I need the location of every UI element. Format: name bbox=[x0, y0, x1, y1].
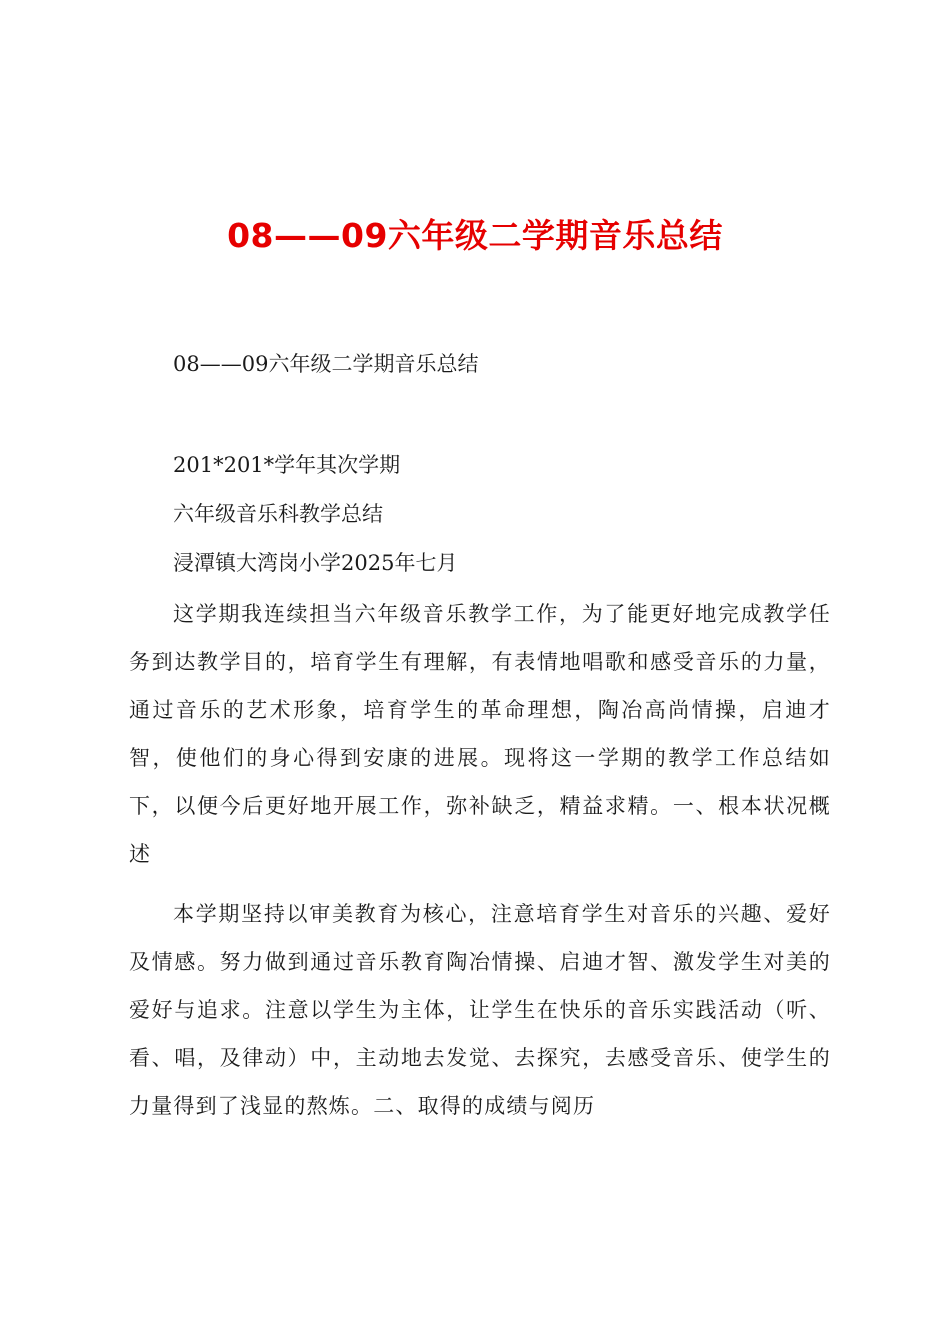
term-line: 201*201*学年其次学期 bbox=[173, 453, 401, 477]
document-subtitle: 08——09六年级二学期音乐总结 bbox=[173, 352, 479, 376]
school-date-line: 浸潭镇大湾岗小学2025年七月 bbox=[173, 551, 458, 575]
document-title: 08——09六年级二学期音乐总结 bbox=[227, 216, 723, 255]
summary-line: 六年级音乐科教学总结 bbox=[173, 502, 383, 526]
body-paragraph-2: 本学期坚持以审美教育为核心，注意培育学生对音乐的兴趣、爱好及情感。努力做到通过音乐教育陶冶情操、启迪才智、激发学生对美的爱好与追求。注意以学生为主体，让学生在快乐的音乐实践活动（听、看、唱，及律动）中，主动地去发觉、去探究，去感受音乐、使学生的力量得到了浅显的熬炼。二、取得的成绩与阅历 bbox=[129, 902, 831, 1118]
body-paragraph-1: 这学期我连续担当六年级音乐教学工作，为了能更好地完成教学任务到达教学目的，培育学生有理解，有表情地唱歌和感受音乐的力量，通过音乐的艺术形象，培育学生的革命理想，陶冶高尚情操，启迪才智，使他们的身心得到安康的进展。现将这一学期的教学工作总结如下，以便今后更好地开展工作，弥补缺乏，精益求精。一、根本状况概述 bbox=[129, 602, 831, 866]
